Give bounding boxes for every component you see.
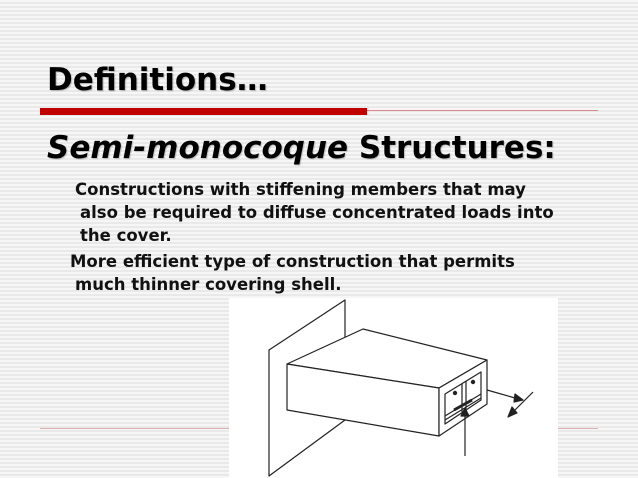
paragraph-1 — [75, 178, 554, 247]
rivet-2 — [471, 380, 474, 383]
title-thin-rule — [367, 110, 598, 111]
subtitle-italic: Semi-monocoque — [47, 130, 349, 166]
paragraph-2 — [70, 250, 515, 296]
paragraph-1-line-1: Constructions with stiffening members that may — [75, 180, 526, 199]
semi-monocoque-diagram — [229, 298, 558, 478]
load-arrow-side — [487, 390, 515, 398]
slide-title: Definitions… — [47, 62, 268, 98]
box-beam-drawing — [229, 298, 558, 478]
paragraph-2-line-1: More efficient type of construction that permits — [70, 252, 515, 271]
paragraph-2-line-2: much thinner covering shell. — [75, 275, 342, 294]
paragraph-1-line-2: also be required to diffuse concentrated loads into — [80, 203, 554, 222]
title-accent-rule — [40, 108, 367, 115]
slide-subtitle — [47, 130, 556, 166]
subtitle-rest: Structures: — [348, 130, 556, 166]
rivet-1 — [453, 391, 456, 394]
paragraph-1-line-3: the cover. — [80, 226, 172, 245]
